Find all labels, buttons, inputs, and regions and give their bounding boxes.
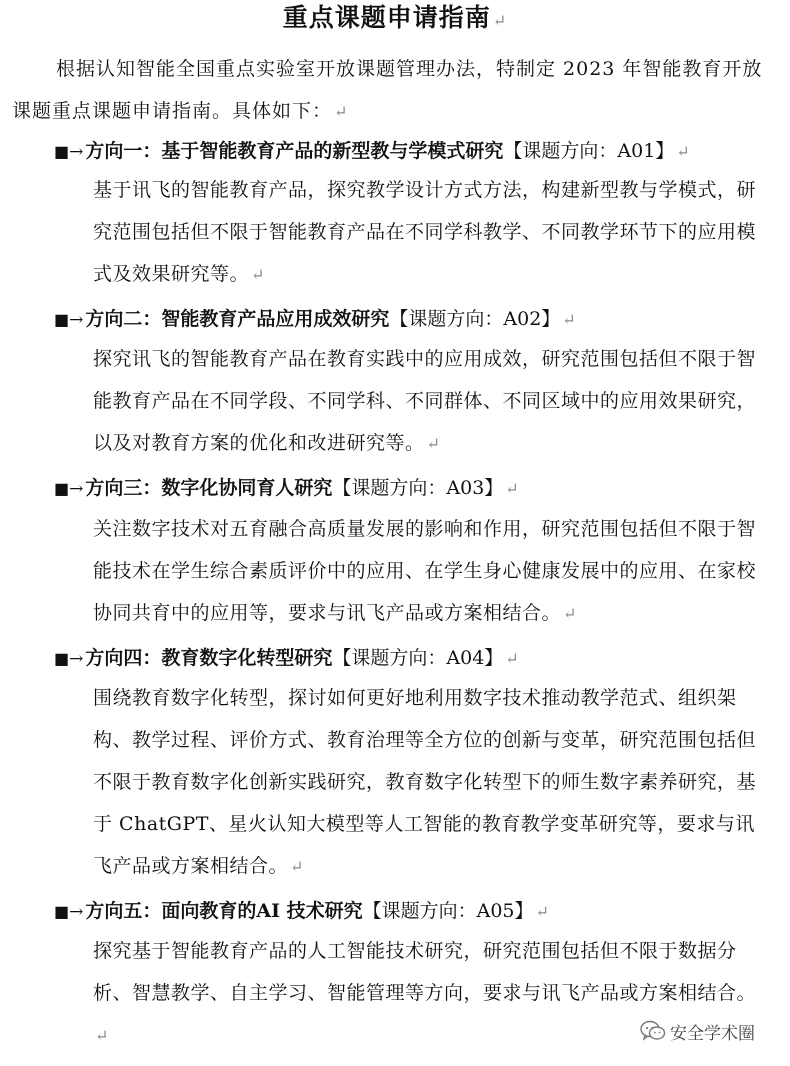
wechat-icon xyxy=(640,1020,666,1042)
section-title: 方向一：基于智能教育产品的新型教与学模式研究 xyxy=(85,140,504,162)
section-body-3 xyxy=(93,508,765,635)
title-text: 重点课题申请指南 xyxy=(282,3,491,32)
watermark xyxy=(640,1016,780,1046)
section-heading-4 xyxy=(54,642,774,675)
return-mark: ↵ xyxy=(505,479,519,498)
return-mark: ↵ xyxy=(676,142,690,161)
intro-text: 根据认知智能全国重点实验室开放课题管理办法，特制定 2023 年智能教育开放课题重点课题申请指南。具体如下： xyxy=(12,58,763,122)
return-mark: ↵ xyxy=(563,604,577,623)
section-code: 【课题方向：A03】 xyxy=(332,477,504,499)
bullet-icon: ■ xyxy=(54,902,70,921)
return-mark: ↵ xyxy=(334,102,349,121)
return-mark: ↵ xyxy=(426,434,441,453)
return-mark: ↵ xyxy=(505,649,519,668)
return-mark: ↵ xyxy=(535,902,549,921)
section-title: 方向五：面向教育的AI 技术研究 xyxy=(85,900,363,922)
section-body-1 xyxy=(93,169,765,296)
intro-paragraph xyxy=(12,48,772,133)
section-heading-5 xyxy=(54,895,774,928)
section-body-4 xyxy=(93,677,765,888)
section-body-text: 基于讯飞的智能教育产品，探究教学设计方式方法，构建新型教与学模式，研究范围包括但不限于智能教育产品在不同学科教学、不同教学环节下的应用模式及效果研究等。 xyxy=(93,179,757,285)
return-mark: ↵ xyxy=(95,1026,109,1045)
arrow-icon: → xyxy=(69,142,84,162)
bullet-icon: ■ xyxy=(54,142,70,161)
return-mark: ↵ xyxy=(562,310,576,329)
section-body-2 xyxy=(93,338,765,465)
section-code: 【课题方向：A01】 xyxy=(503,140,675,162)
arrow-icon: → xyxy=(69,310,84,330)
section-heading-2 xyxy=(54,303,774,336)
section-code: 【课题方向：A04】 xyxy=(332,647,504,669)
section-body-text: 探究讯飞的智能教育产品在教育实践中的应用成效，研究范围包括但不限于智能教育产品在不同学段、不同学科、不同群体、不同区域中的应用效果研究，以及对教育方案的优化和改进研究等。 xyxy=(93,348,757,454)
arrow-icon: → xyxy=(69,649,84,669)
section-code: 【课题方向：A02】 xyxy=(389,308,561,330)
bullet-icon: ■ xyxy=(54,479,70,498)
section-body-text: 围绕教育数字化转型，探讨如何更好地利用数字技术推动教学范式、组织架构、教学过程、评价方式、教育治理等全方位的创新与变革，研究范围包括但不限于教育数字化创新实践研究，教育数字化转型下的师生数字素养研究，基于 ChatGPT、星火认知大模型等人工智能的教育教学变革研究等，要求与讯飞产品或方案相结合。 xyxy=(93,687,757,877)
section-title: 方向四：教育数字化转型研究 xyxy=(85,647,333,669)
document-title xyxy=(0,0,790,39)
watermark-text: 安全学术圈 xyxy=(670,1023,755,1044)
section-code: 【课题方向：A05】 xyxy=(362,900,534,922)
section-heading-3 xyxy=(54,472,774,505)
bullet-icon: ■ xyxy=(54,649,70,668)
section-heading-1 xyxy=(54,135,774,168)
section-title: 方向二：智能教育产品应用成效研究 xyxy=(85,308,390,330)
section-title: 方向三：数字化协同育人研究 xyxy=(85,477,333,499)
section-body-text: 关注数字技术对五育融合高质量发展的影响和作用，研究范围包括但不限于智能技术在学生综合素质评价中的应用、在学生身心健康发展中的应用、在家校协同共育中的应用等，要求与讯飞产品或方案相结合。 xyxy=(93,518,757,624)
bullet-icon: ■ xyxy=(54,310,70,329)
section-body-text: 探究基于智能教育产品的人工智能技术研究，研究范围包括但不限于数据分析、智慧教学、自主学习、智能管理等方向，要求与讯飞产品或方案相结合。 xyxy=(93,940,757,1004)
return-mark: ↵ xyxy=(492,11,508,30)
arrow-icon: → xyxy=(69,902,84,922)
return-mark: ↵ xyxy=(290,857,304,876)
arrow-icon: → xyxy=(69,479,84,499)
return-mark: ↵ xyxy=(251,265,265,284)
